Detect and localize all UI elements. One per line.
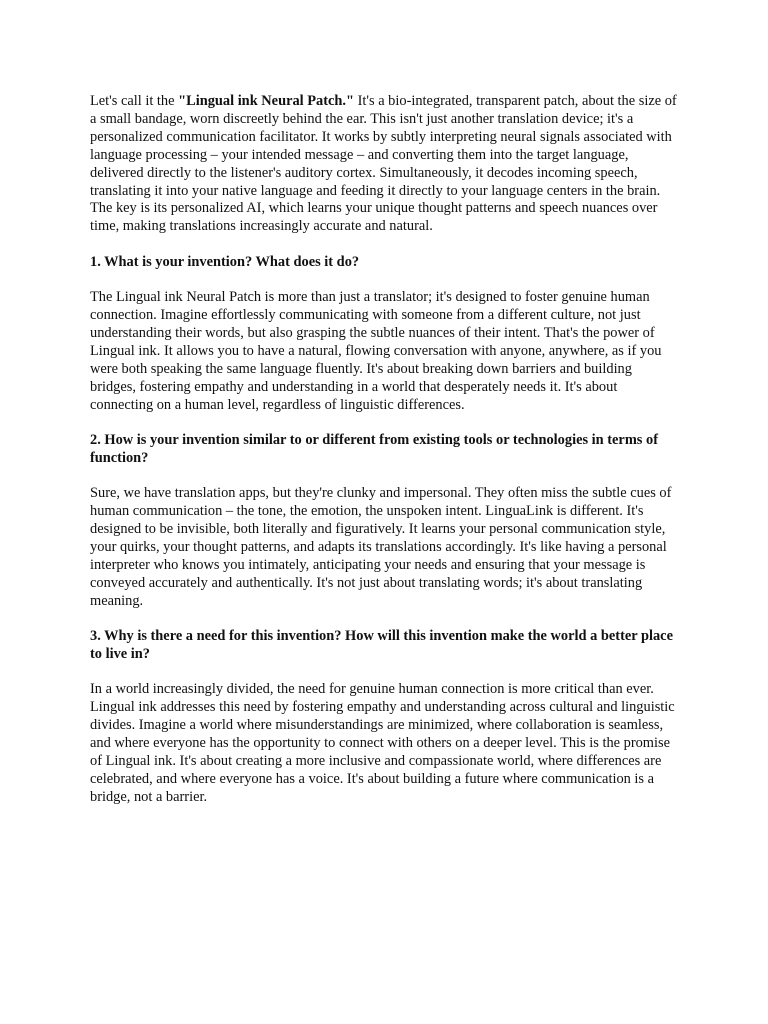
section-2-heading: 2. How is your invention similar to or different from existing tools or technologies in terms of function? <box>90 432 658 466</box>
intro-rest: It's a bio-integrated, transparent patch, about the size of a small bandage, worn discreetly behind the ear. This isn't just another translation device; it's a personalized communication facilitator. It works by subtly interpreting neural signals associated with language processing – your intended message – and converting them into the target language, delivered directly to the listener's auditory cortex. Simultaneously, it decodes incoming speech, translating it into your native language and feeding it directly to your language centers in the brain. The key is its personalized AI, which learns your unique thought patterns and speech nuances over time, making translations increasingly accurate and natural. <box>90 93 677 235</box>
invention-name: "Lingual ink Neural Patch." <box>178 93 355 109</box>
section-2-body: Sure, we have translation apps, but they're clunky and impersonal. They often miss the subtle cues of human communication – the tone, the emotion, the unspoken intent. LinguaLink is different. It's designed to be invisible, both literally and figuratively. It learns your personal communication style, your quirks, your thought patterns, and adapts its translations accordingly. It's like having a personal interpreter who knows you intimately, anticipating your needs and ensuring that your message is conveyed accurately and authentically. It's not just about translating words; it's about translating meaning. <box>90 485 672 609</box>
intro-lead: Let's call it the <box>90 93 179 109</box>
intro-paragraph <box>90 93 680 236</box>
section-1-body: The Lingual ink Neural Patch is more than just a translator; it's designed to foster genuine human connection. Imagine effortlessly communicating with someone from a different culture, not just understanding their words, but also grasping the subtle nuances of their intent. That's the power of Lingual ink. It allows you to have a natural, flowing conversation with anyone, anywhere, as if you were both speaking the same language fluently. It's about breaking down barriers and building bridges, fostering empathy and understanding in a world that desperately needs it. It's about connecting on a human level, regardless of linguistic differences. <box>90 289 662 413</box>
section-3-body: In a world increasingly divided, the need for genuine human connection is more critical than ever. Lingual ink addresses this need by fostering empathy and understanding across cultural and linguistic divides. Imagine a world where misunderstandings are minimized, where collaboration is seamless, and where everyone has the opportunity to connect with others on a deeper level. This is the promise of Lingual ink. It's about creating a more inclusive and compassionate world, where differences are celebrated, and where everyone has a voice. It's about building a future where communication is a bridge, not a barrier. <box>90 681 675 805</box>
document-page <box>90 93 680 824</box>
section-1-heading: 1. What is your invention? What does it do? <box>90 253 360 270</box>
section-3-heading: 3. Why is there a need for this invention? How will this invention make the world a better place to live in? <box>90 628 673 663</box>
